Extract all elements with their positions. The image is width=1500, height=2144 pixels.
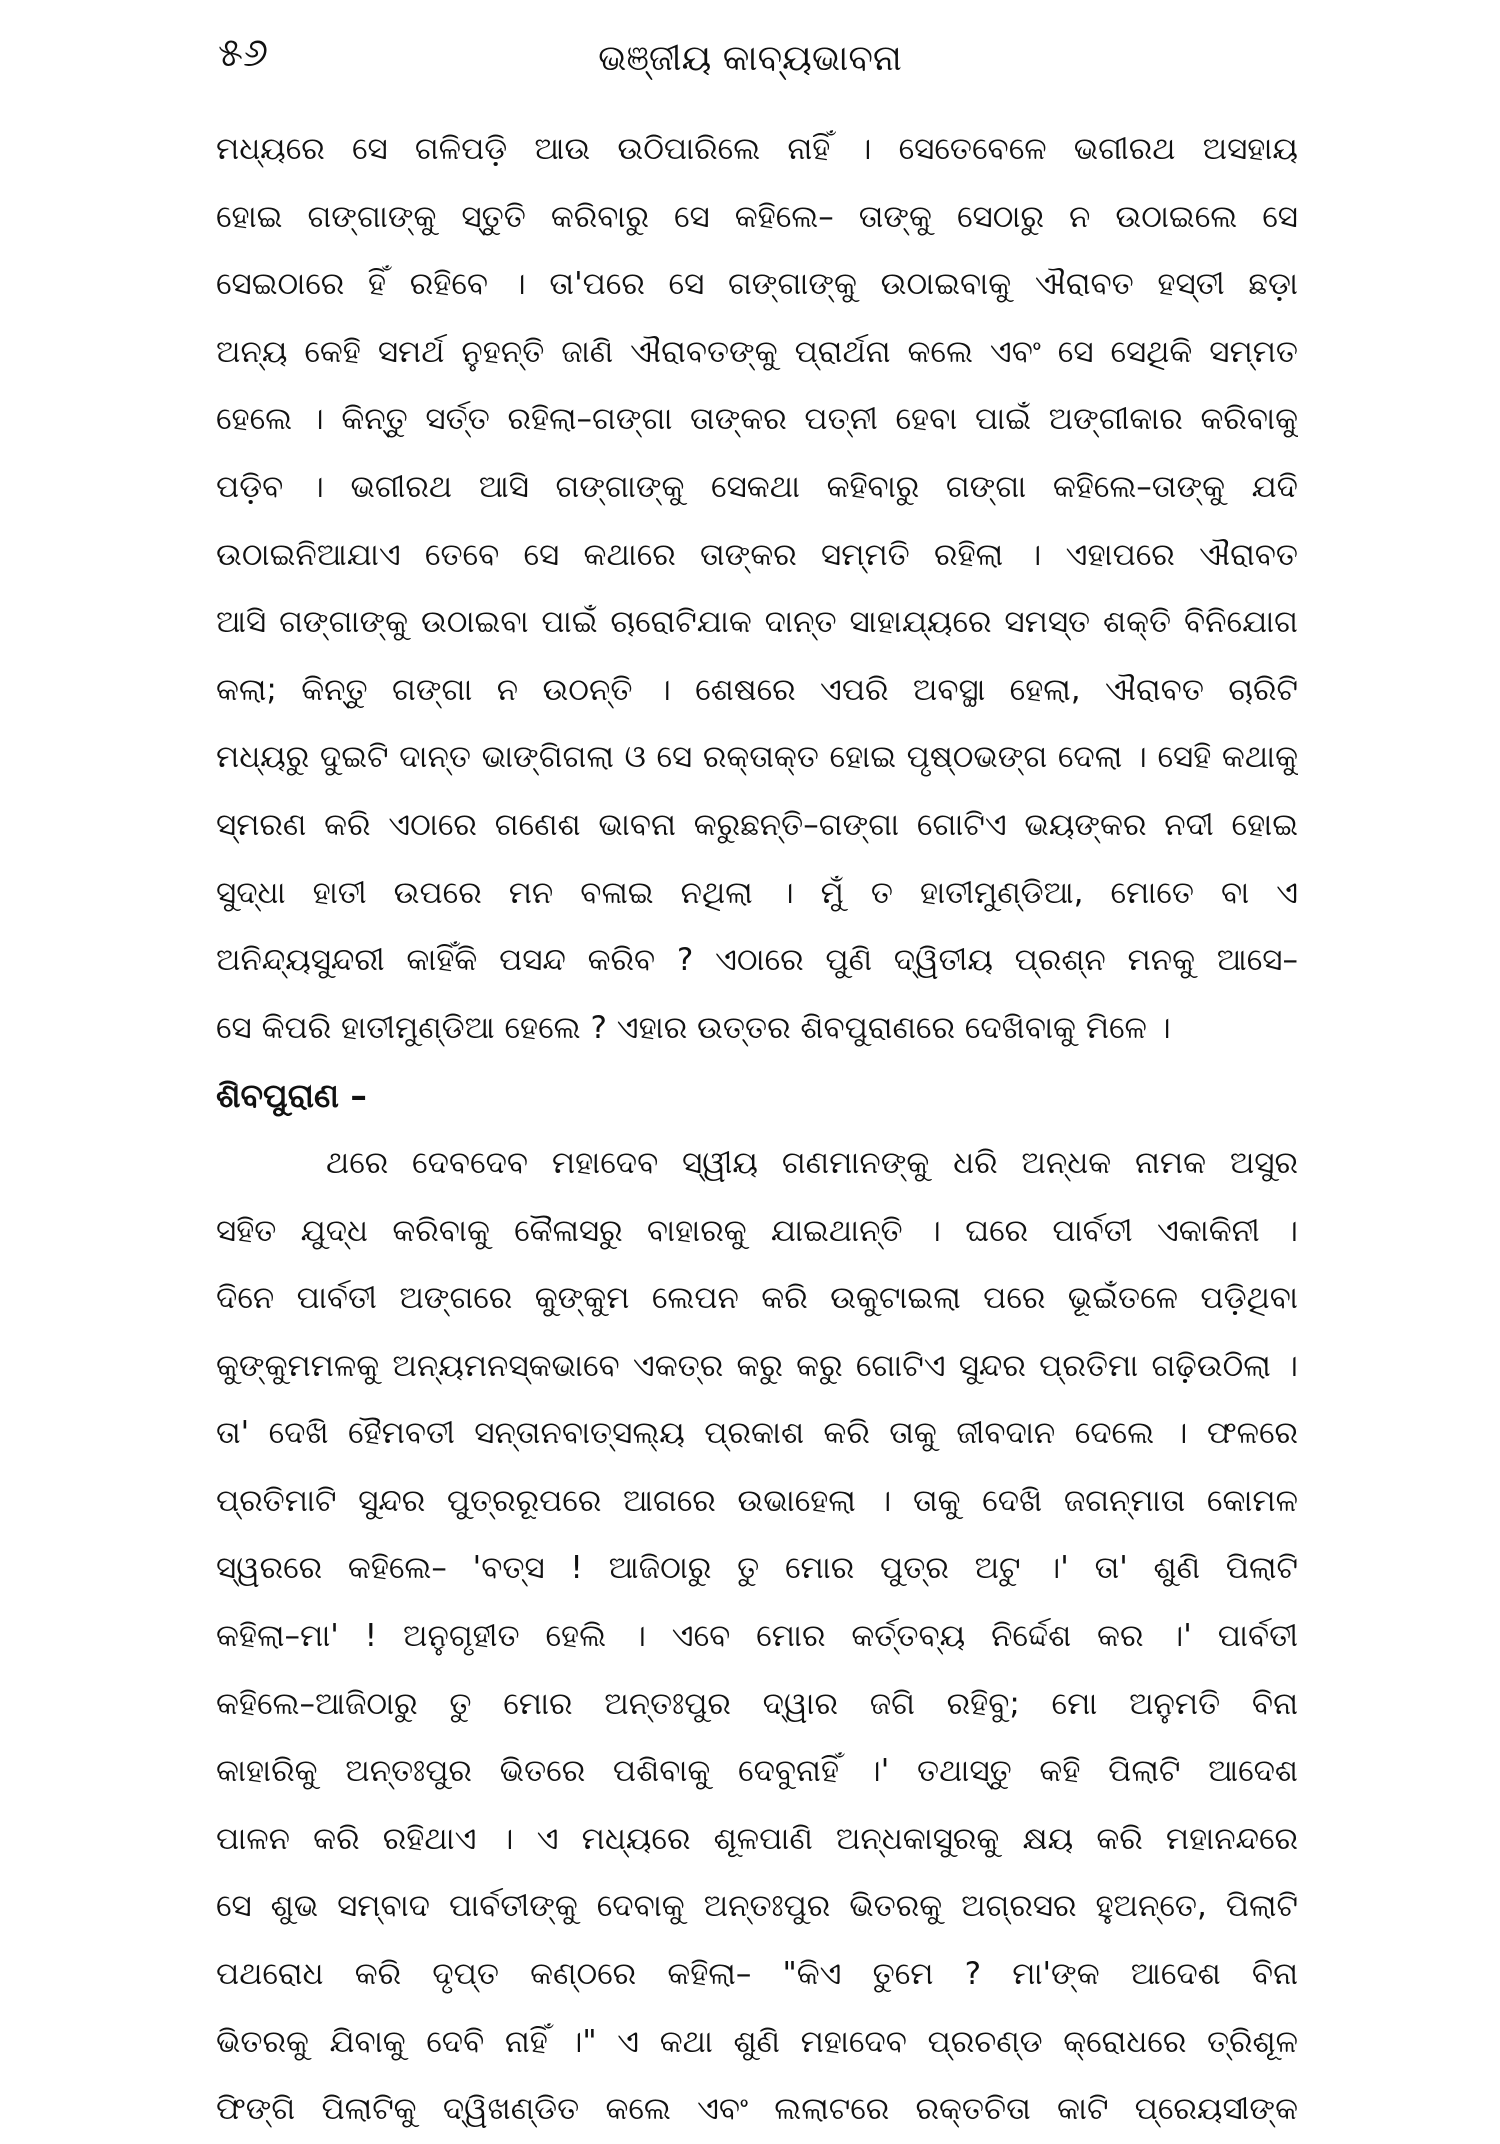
text-line: ସେ ଶୁଭ ସମ୍ବାଦ ପାର୍ବତୀଙ୍କୁ ଦେବାକୁ ଅନ୍ତଃପୁର ଭିତରକୁ ଅଗ୍ରସର ହୁଅନ୍ତେ, ପିଲାଟି xyxy=(216,1888,1298,1925)
text-line: କାହାରିକୁ ଅନ୍ତଃପୁର ଭିତରେ ପଶିବାକୁ ଦେବୁନାହିଁ ।' ତଥାସ୍ତୁ କହି ପିଲାଟି ଆଦେଶ xyxy=(216,1753,1298,1790)
text-line: କହିଲା–ମା' ! ଅନୁଗୃହୀତ ହେଲି । ଏବେ ମୋର କର୍ତ୍ତବ୍ୟ ନିର୍ଦ୍ଦେଶ କର ।' ପାର୍ବତୀ xyxy=(216,1618,1298,1655)
text-line: ଫିଙ୍ଗି ପିଲାଟିକୁ ଦ୍ୱିଖଣ୍ଡିତ କଲେ ଏବଂ ଲଲାଟରେ ରକ୍ତଚିତା କାଟି ପ୍ରେୟସୀଙ୍କ xyxy=(216,2091,1298,2128)
text-line: ପଥରୋଧ କରି ଦୃପ୍ତ କଣ୍ଠରେ କହିଲା– "କିଏ ତୁମେ ? ମା'ଙ୍କ ଆଦେଶ ବିନା xyxy=(216,1956,1298,1993)
text-line: ଆସି ଗଙ୍ଗାଙ୍କୁ ଉଠାଇବା ପାଇଁ ଚାରୋଟିଯାକ ଦାନ୍ତ ସାହାଯ୍ୟରେ ସମସ୍ତ ଶକ୍ତି ବିନିଯୋଗ xyxy=(216,604,1298,641)
text-line: ଭିତରକୁ ଯିବାକୁ ଦେବି ନାହିଁ ।" ଏ କଥା ଶୁଣି ମହାଦେବ ପ୍ରଚଣ୍ଡ କ୍ରୋଧରେ ତ୍ରିଶୂଳ xyxy=(216,2023,1298,2060)
paragraph-2 xyxy=(216,1130,1298,2144)
text-line: ପାଳନ କରି ରହିଥାଏ । ଏ ମଧ୍ୟରେ ଶୂଳପାଣି ଅନ୍ଧକାସୁରକୁ କ୍ଷୟ କରି ମହାନନ୍ଦରେ xyxy=(216,1820,1298,1857)
text-line: ସ୍ମରଣ କରି ଏଠାରେ ଗଣେଶ ଭାବନା କରୁଛନ୍ତି–ଗଙ୍ଗା ଗୋଟିଏ ଭୟଙ୍କର ନଦୀ ହୋଇ xyxy=(216,806,1298,843)
text-line: ମଧ୍ୟରେ ସେ ଗଳିପଡ଼ି ଆଉ ଉଠିପାରିଲେ ନାହିଁ । ସେତେବେଳେ ଭଗୀରଥ ଅସହାୟ xyxy=(216,131,1298,167)
section-heading: ଶିବପୁରାଣ – xyxy=(216,1076,367,1116)
text-line: କହିଲେ–ଆଜିଠାରୁ ତୁ ମୋର ଅନ୍ତଃପୁର ଦ୍ୱାର ଜଗି ରହିବୁ; ମୋ ଅନୁମତି ବିନା xyxy=(216,1685,1298,1722)
page-number: ୫୬ xyxy=(218,30,269,76)
text-line: ହେଲେ । କିନ୍ତୁ ସର୍ତ୍ତ ରହିଲା–ଗଙ୍ଗା ତାଙ୍କର ପତ୍ନୀ ହେବା ପାଇଁ ଅଙ୍ଗୀକାର କରିବାକୁ xyxy=(216,401,1298,438)
text-line: ଥରେ ଦେବଦେବ ମହାଦେବ ସ୍ୱୀୟ ଗଣମାନଙ୍କୁ ଧରି ଅନ୍ଧକ ନାମକ ଅସୁର xyxy=(326,1144,1298,1181)
running-title: ଭଞ୍ଜୀୟ କାବ୍ୟଭାବନା xyxy=(598,38,902,79)
text-line: ପଡ଼ିବ । ଭଗୀରଥ ଆସି ଗଙ୍ଗାଙ୍କୁ ସେକଥା କହିବାରୁ ଗଙ୍ଗା କହିଲେ–ତାଙ୍କୁ ଯଦି xyxy=(216,468,1298,505)
text-line: ସ୍ୱରରେ କହିଲେ– 'ବତ୍ସ ! ଆଜିଠାରୁ ତୁ ମୋର ପୁତ୍ର ଅଟୁ ।' ତା' ଶୁଣି ପିଲାଟି xyxy=(216,1550,1298,1587)
paragraph-1 xyxy=(216,116,1298,1062)
text-line: ସୁଦ୍ଧା ହାତୀ ଉପରେ ମନ ବଳାଇ ନଥିଲା । ମୁଁ ତ ହାତୀମୁଣ୍ଡିଆ, ମୋତେ ବା ଏ xyxy=(216,874,1298,911)
text-line: ପ୍ରତିମାଟି ସୁନ୍ଦର ପୁତ୍ରରୂପରେ ଆଗରେ ଉଭାହେଲା । ତାକୁ ଦେଖି ଜଗନ୍ମାତା କୋମଳ xyxy=(216,1482,1298,1519)
text-line: ତା' ଦେଖି ହୈମବତୀ ସନ୍ତାନବାତ୍ସଲ୍ୟ ପ୍ରକାଶ କରି ତାକୁ ଜୀବଦାନ ଦେଲେ । ଫଳରେ xyxy=(216,1415,1298,1452)
text-line: ଉଠାଇନିଆଯାଏ ତେବେ ସେ କଥାରେ ତାଙ୍କର ସମ୍ମତି ରହିଲା । ଏହାପରେ ଐରାବତ xyxy=(216,536,1298,573)
body-text xyxy=(216,116,1298,2144)
text-line: କଲା; କିନ୍ତୁ ଗଙ୍ଗା ନ ଉଠନ୍ତି । ଶେଷରେ ଏପରି ଅବସ୍ଥା ହେଲା, ଐରାବତ ଚାରିଟି xyxy=(216,671,1298,708)
text-line: ହୋଇ ଗଙ୍ଗାଙ୍କୁ ସ୍ତୁତି କରିବାରୁ ସେ କହିଲେ– ତାଙ୍କୁ ସେଠାରୁ ନ ଉଠାଇଲେ ସେ xyxy=(216,198,1298,235)
text-line: ସହିତ ଯୁଦ୍ଧ କରିବାକୁ କୈଳାସରୁ ବାହାରକୁ ଯାଇଥାନ୍ତି । ଘରେ ପାର୍ବତୀ ଏକାକିନୀ । xyxy=(216,1212,1298,1249)
text-line: ଦିନେ ପାର୍ବତୀ ଅଙ୍ଗରେ କୁଙ୍କୁମ ଲେପନ କରି ଉକୁଟାଇଲା ପରେ ଭୂଇଁତଳେ ପଡ଼ିଥିବା xyxy=(216,1280,1298,1317)
text-line: ସେ କିପରି ହାତୀମୁଣ୍ଡିଆ ହେଲେ ? ଏହାର ଉତ୍ତର ଶିବପୁରାଣରେ ଦେଖିବାକୁ ମିଳେ । xyxy=(216,1009,1171,1046)
text-line: ଅନ୍ୟ କେହି ସମର୍ଥ ନୁହନ୍ତି ଜାଣି ଐରାବତଙ୍କୁ ପ୍ରାର୍ଥନା କଲେ ଏବଂ ସେ ସେଥିକି ସମ୍ମତ xyxy=(216,333,1298,370)
text-line: କୁଙ୍କୁମମଳକୁ ଅନ୍ୟମନସ୍କଭାବେ ଏକତ୍ର କରୁ କରୁ ଗୋଟିଏ ସୁନ୍ଦର ପ୍ରତିମା ଗଢ଼ିଉଠିଲା । xyxy=(216,1347,1298,1384)
text-line: ଅନିନ୍ଦ୍ୟସୁନ୍ଦରୀ କାହିଁକି ପସନ୍ଦ କରିବ ? ଏଠାରେ ପୁଣି ଦ୍ୱିତୀୟ ପ୍ରଶ୍ନ ମନକୁ ଆସେ– xyxy=(216,942,1298,979)
text-line: ସେଇଠାରେ ହିଁ ରହିବେ । ତା'ପରେ ସେ ଗଙ୍ଗାଙ୍କୁ ଉଠାଇବାକୁ ଐରାବତ ହସ୍ତୀ ଛଡ଼ା xyxy=(216,266,1298,303)
text-line: ମଧ୍ୟରୁ ଦୁଇଟି ଦାନ୍ତ ଭାଙ୍ଗିଗଲା ଓ ସେ ରକ୍ତାକ୍ତ ହୋଇ ପୃଷ୍ଠଭଙ୍ଗ ଦେଲା । ସେହି କଥାକୁ xyxy=(216,739,1298,776)
